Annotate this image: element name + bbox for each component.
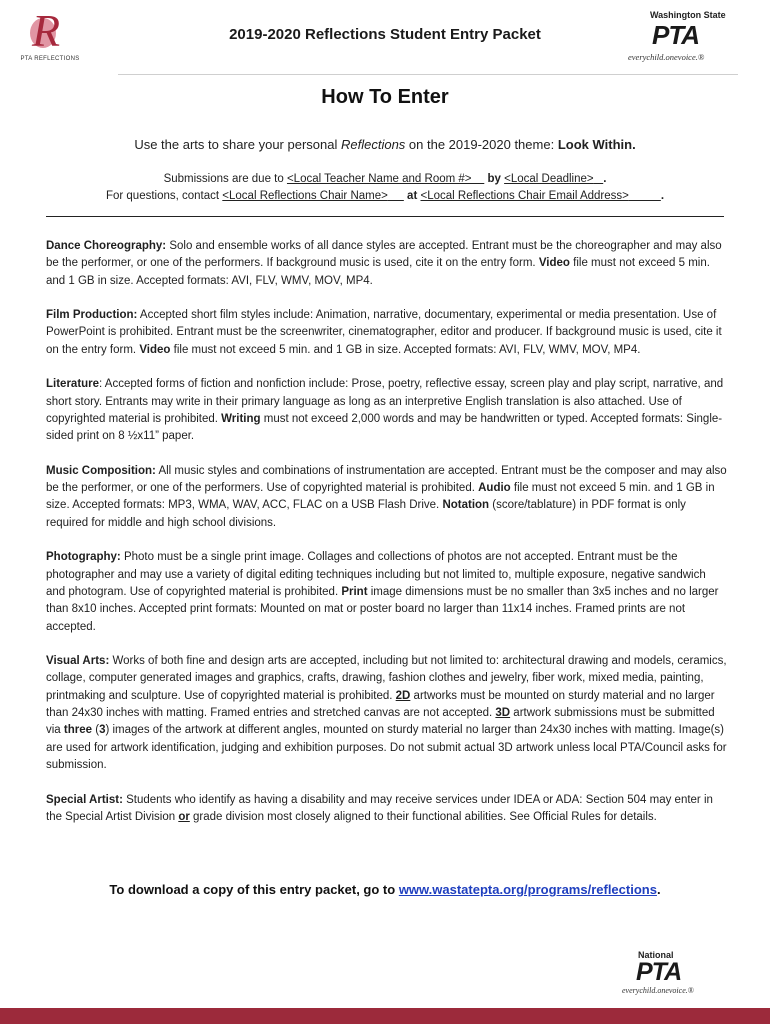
section-text: file must not exceed 5 min. and 1 GB in size. Accepted formats: AVI, FLV, WMV, MOV, MP4. xyxy=(46,257,710,287)
section-text: file must not exceed 5 min. and 1 GB in size. Accepted formats: MP3, WMA, WAV, ACC, FLAC on a USB Flash Drive. xyxy=(46,482,715,512)
section-bold-term: Video xyxy=(538,257,570,270)
logo-tagline: everychild.onevoice.® xyxy=(622,986,694,995)
contact-end: . xyxy=(660,190,665,202)
section-heading: Literature xyxy=(46,378,100,391)
logo-r-glyph: R xyxy=(32,5,61,56)
chair-name-placeholder: <Local Reflections Chair Name> xyxy=(222,190,388,202)
submission-end: . xyxy=(603,173,607,185)
section-bold-term: 3 xyxy=(99,724,106,737)
logo-tagline: everychild.onevoice.® xyxy=(628,52,705,62)
section-literature xyxy=(46,376,728,445)
intro-line xyxy=(0,137,770,152)
intro-theme: Look Within. xyxy=(557,137,636,152)
contact-at: at xyxy=(407,190,418,202)
section-bold-term: Writing xyxy=(221,412,261,425)
download-line xyxy=(0,882,770,897)
section-text: Solo and ensemble works of all dance styles are accepted. Entrant must be the choreographer and may also be the performer, or one of the performers. If background music is used, cite it on the entry form. xyxy=(46,240,722,270)
download-end: . xyxy=(656,882,661,897)
section-text: grade division most closely aligned to their functional abilities. See Official Rules for details. xyxy=(189,810,657,823)
logo-caption: PTA REFLECTIONS xyxy=(20,56,80,62)
section-text: artworks must be mounted on sturdy material and no larger than 24x30 inches with matting. Framed entries and stretched canvas are not accepted. xyxy=(46,689,715,720)
logo-brand-text: PTA xyxy=(636,958,682,986)
category-sections xyxy=(46,238,728,843)
section-text: Works of both fine and design arts are accepted, including but not limited to: architectural drawing and models, ceramics, collage, computer generated images and graphics, crafts, drawing, fashion clothes and jewelry, fiber work, mixed media, painting, printmaking and sculpture. Use of copyrighted material is prohibited. xyxy=(46,655,727,702)
intro-prefix: Use the arts to share your personal xyxy=(134,137,341,152)
header-divider xyxy=(118,74,738,75)
section-bold-term: Video xyxy=(139,343,171,356)
section-special-artist xyxy=(46,792,728,827)
section-bold-term: 3D xyxy=(495,707,511,720)
intro-program: Reflections xyxy=(340,137,406,152)
section-bold-term: 2D xyxy=(395,689,411,702)
section-text: must not exceed 2,000 words and may be handwritten or typed. Accepted formats: Single-sided print on 8 ½x11” paper. xyxy=(46,412,723,443)
intro-mid: on the 2019-2020 theme: xyxy=(405,137,558,152)
chair-email-placeholder: <Local Reflections Chair Email Address> xyxy=(420,190,629,202)
footer-accent-bar xyxy=(0,1008,770,1024)
section-photography xyxy=(46,549,728,635)
section-music xyxy=(46,463,728,532)
section-text: Accepted short film styles include: Animation, narrative, documentary, experimental or media presentation. Use of PowerPoint is prohibited. Entrant must be the screenwriter, cinematographer, editor and producer. If background music is used, cite it on the entry form. xyxy=(46,309,722,356)
pta-reflections-logo xyxy=(8,5,92,64)
header-title: 2019-2020 Reflections Student Entry Packet xyxy=(229,26,541,43)
section-text: (score/tablature) in PDF format is only required for middle and high school divisions. xyxy=(46,499,686,529)
section-heading: Music Composition: xyxy=(46,464,156,477)
submission-prefix: Submissions are due to xyxy=(163,173,287,185)
contact-prefix: For questions, contact xyxy=(105,190,223,202)
section-bold-term: three xyxy=(63,724,93,737)
section-text: Photo must be a single print image. Collages and collections of photos are not accepted. Entrant must be the photographer and may use a variety of digital editing techniques including but not limited to, multiple exposure, negative sandwich and photogram. Use of copyrighted material is prohibited. xyxy=(46,551,706,598)
logo-national-text: National xyxy=(638,950,674,960)
section-text: : Accepted forms of fiction and nonfiction include: Prose, poetry, reflective essay, screen play and play script, narrative, and short story. Entrants may write in their primary language as long as an interpretive English translation is also attached. Use of copyrighted material is prohibited. xyxy=(46,378,724,425)
section-bold-term: or xyxy=(178,810,190,823)
section-bold-term: Print xyxy=(341,585,368,598)
contact-line xyxy=(0,190,770,202)
national-pta-logo xyxy=(620,950,720,998)
section-bold-term: Audio xyxy=(478,482,511,495)
section-text: image dimensions must be no smaller than 3x5 inches and no larger than 8x10 inches. Accepted print formats: Mounted on mat or poster board no larger than 11x14 inches. Framed prints are not accepted. xyxy=(46,585,719,633)
section-text: ( xyxy=(92,724,100,737)
section-text: artwork submissions must be submitted via xyxy=(46,707,715,737)
page-title: How To Enter xyxy=(321,86,449,108)
section-bold-term: Notation xyxy=(442,499,490,512)
washington-state-pta-logo xyxy=(618,10,738,66)
section-heading: Visual Arts: xyxy=(46,655,110,668)
section-heading: Film Production: xyxy=(46,309,138,322)
section-heading: Photography: xyxy=(46,551,121,564)
section-text: All music styles and combinations of instrumentation are accepted. Entrant must be the composer and may also be the performer, or one of the performers. Use of copyrighted material is prohibited. xyxy=(46,464,727,495)
section-heading: Special Artist: xyxy=(46,793,123,806)
section-dance xyxy=(46,238,728,290)
submission-line xyxy=(0,173,770,185)
section-film xyxy=(46,307,728,359)
download-link[interactable]: www.wastatepta.org/programs/reflections xyxy=(398,882,657,897)
section-divider xyxy=(46,216,724,217)
teacher-placeholder: <Local Teacher Name and Room #> xyxy=(286,173,472,185)
logo-state-text: Washington State xyxy=(650,10,726,20)
section-text: Students who identify as having a disability and may receive services under IDEA or ADA: Section 504 may enter in the Special Artist Division xyxy=(46,793,713,823)
download-prefix: To download a copy of this entry packet, go to xyxy=(109,882,399,897)
section-text: file must not exceed 5 min. and 1 GB in size. Accepted formats: AVI, FLV, WMV, MOV, MP4. xyxy=(170,343,641,356)
section-visual-arts xyxy=(46,653,728,774)
submission-by: by xyxy=(487,173,501,185)
deadline-placeholder: <Local Deadline> xyxy=(504,173,594,185)
logo-brand-text: PTA xyxy=(652,20,700,50)
section-text: ) images of the artwork at different angles, mounted on sturdy material no larger than 24x30 inches with matting. Image(s) are used for artwork identification, judging and exhibition purposes. Do not submit actual 3D artwork unless local PTA/Council asks for submission. xyxy=(46,724,727,771)
section-heading: Dance Choreography: xyxy=(46,240,167,252)
